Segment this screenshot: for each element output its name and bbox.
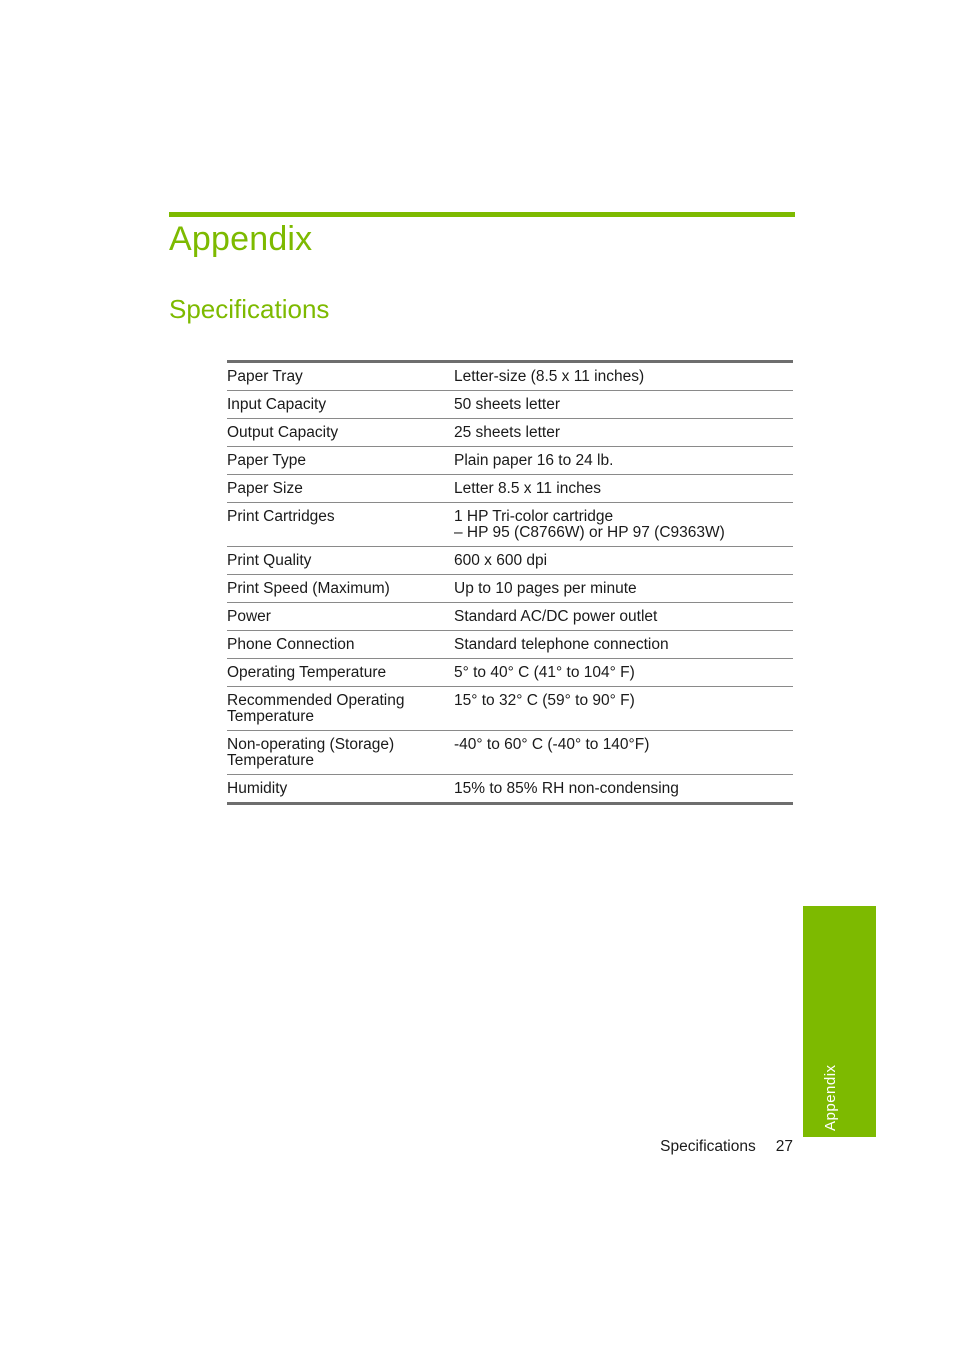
spec-label: Paper Size [227,480,303,497]
table-row [227,730,793,774]
spec-value: Letter-size (8.5 x 11 inches) [454,368,645,385]
spec-value: 5° to 40° C (41° to 104° F) [454,664,635,681]
table-row [227,418,793,446]
spec-value: 15° to 32° C (59° to 90° F) [454,692,635,709]
table-row [227,630,793,658]
table-row [227,390,793,418]
side-tab-label: Appendix [822,1064,839,1131]
chapter-title: Appendix [169,220,313,258]
section-title: Specifications [169,294,330,324]
spec-value: 1 HP Tri-color cartridge – HP 95 (C8766W) or HP 97 (C9363W) [454,508,725,541]
spec-label: Paper Tray [227,368,303,385]
spec-label: Power [227,608,271,625]
spec-label: Phone Connection [227,636,355,653]
table-row [227,363,793,390]
footer-section: Specifications [660,1138,756,1155]
spec-label: Print Quality [227,552,312,569]
table-row [227,686,793,730]
table-row [227,446,793,474]
spec-label: Output Capacity [227,424,339,441]
table-row [227,574,793,602]
chapter-rule [169,212,795,217]
spec-label: Input Capacity [227,396,327,413]
spec-label: Humidity [227,780,288,797]
spec-label: Print Cartridges [227,508,335,525]
spec-value: 50 sheets letter [454,396,560,413]
page-number: 27 [775,1138,793,1155]
spec-value: Letter 8.5 x 11 inches [454,480,602,497]
spec-label: Non-operating (Storage) Temperature [227,736,395,769]
spec-value: Up to 10 pages per minute [454,580,637,597]
spec-label: Recommended Operating Temperature [227,692,405,725]
specifications-table [227,360,793,805]
spec-value: Standard AC/DC power outlet [454,608,658,625]
table-row [227,546,793,574]
spec-value: -40° to 60° C (-40° to 140°F) [454,736,650,753]
table-row [227,658,793,686]
spec-label: Operating Temperature [227,664,387,681]
table-row [227,474,793,502]
table-row [227,774,793,802]
spec-value: 15% to 85% RH non-condensing [454,780,679,797]
spec-value: 25 sheets letter [454,424,560,441]
spec-label: Print Speed (Maximum) [227,580,390,597]
spec-label: Paper Type [227,452,306,469]
page-footer [660,1138,793,1156]
spec-value: Plain paper 16 to 24 lb. [454,452,614,469]
table-row [227,602,793,630]
table-row [227,502,793,546]
spec-value: Standard telephone connection [454,636,669,653]
spec-value: 600 x 600 dpi [454,552,548,569]
chapter-side-tab [803,906,876,1137]
